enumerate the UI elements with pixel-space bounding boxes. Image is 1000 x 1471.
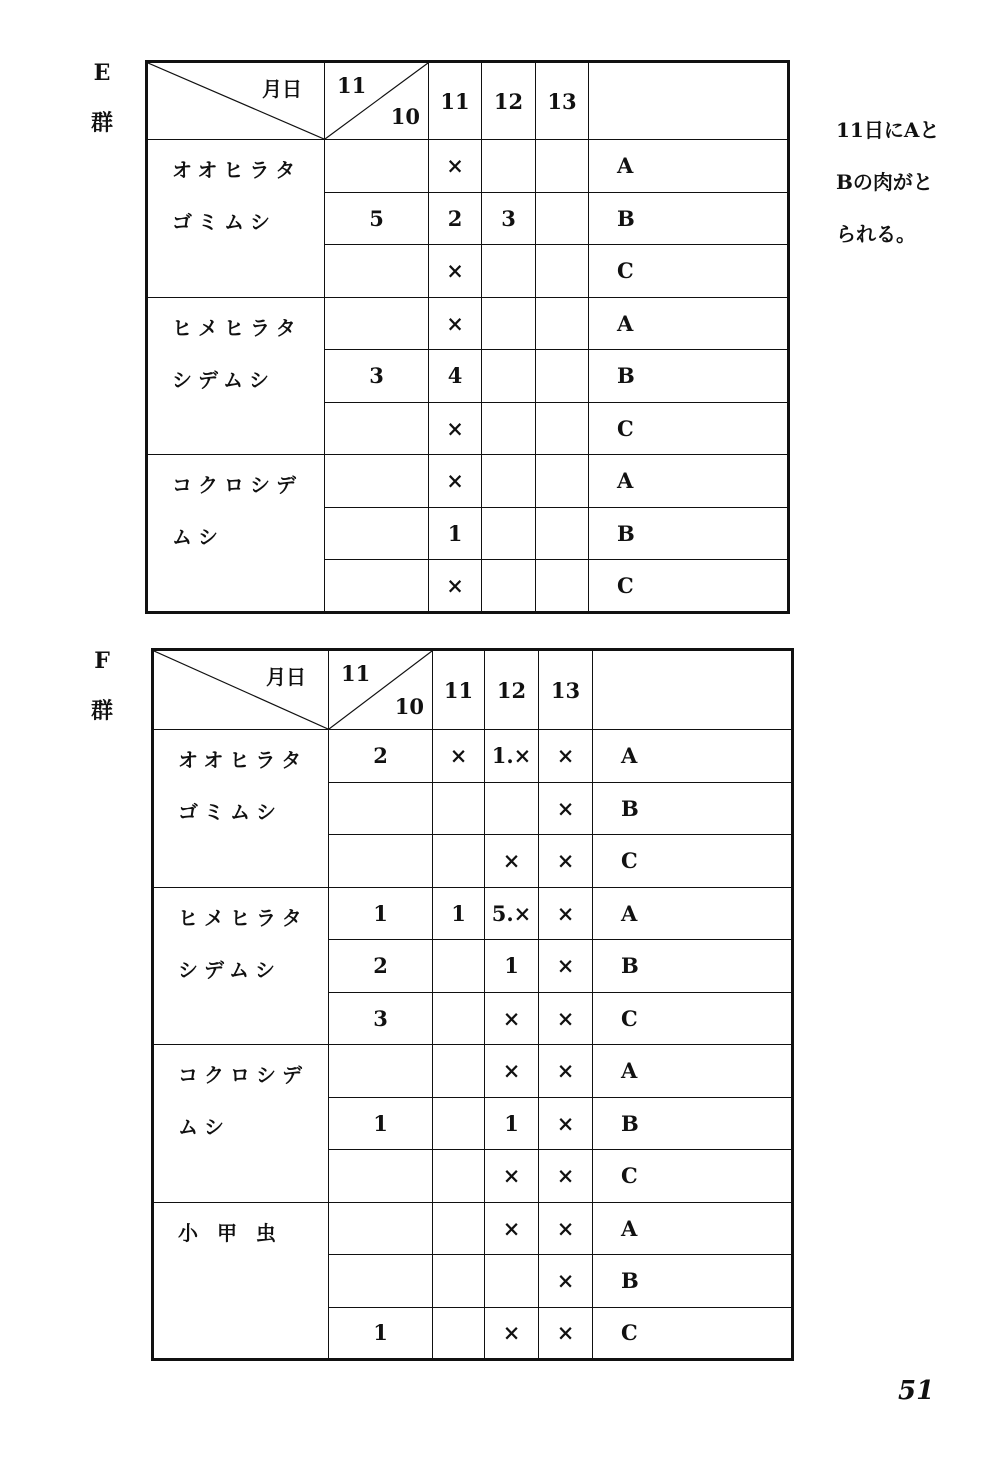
count-cell	[325, 140, 429, 193]
species-name-line: ムシ	[178, 1115, 230, 1139]
species-name-line: コクロシデ	[172, 473, 302, 497]
day-header-cell: 11	[429, 62, 482, 140]
count-cell	[433, 940, 485, 993]
sample-code-cell: C	[593, 1307, 793, 1360]
count-cell	[325, 245, 429, 298]
count-cell	[536, 297, 589, 350]
group-e-table	[145, 60, 790, 614]
count-cell: ×	[539, 782, 593, 835]
count-cell: ×	[539, 835, 593, 888]
sample-code-cell: B	[593, 782, 793, 835]
date-split-header-cell	[329, 650, 433, 730]
count-cell: ×	[433, 730, 485, 783]
count-cell	[482, 455, 536, 508]
count-cell	[482, 297, 536, 350]
species-name-line: 小 甲 虫	[178, 1220, 282, 1245]
count-cell	[325, 297, 429, 350]
count-cell: ×	[539, 887, 593, 940]
page-number: 51	[898, 1376, 935, 1406]
count-cell: ×	[429, 455, 482, 508]
count-cell	[329, 782, 433, 835]
count-cell: 1	[433, 887, 485, 940]
side-note-line: 11日にAと	[836, 118, 940, 142]
corner-header-cell	[147, 62, 325, 140]
day-header-cell: 13	[539, 650, 593, 730]
sample-code-cell: A	[589, 297, 789, 350]
sample-code-cell: B	[593, 1097, 793, 1150]
date-bottom-label: 10	[390, 104, 420, 129]
count-cell	[482, 245, 536, 298]
sample-code-cell: B	[593, 1255, 793, 1308]
date-top-label: 11	[337, 73, 367, 98]
day-header-cell: 13	[536, 62, 589, 140]
species-name-line: シデムシ	[172, 367, 275, 392]
count-cell: ×	[539, 992, 593, 1045]
side-note-line: られる。	[836, 222, 916, 246]
count-cell: ×	[485, 1202, 539, 1255]
date-split-header-cell	[325, 62, 429, 140]
count-cell: ×	[485, 1307, 539, 1360]
code-header-cell	[593, 650, 793, 730]
side-note-line: Bの肉がと	[836, 170, 933, 194]
count-cell: 1.×	[485, 730, 539, 783]
table-row	[153, 1202, 793, 1255]
count-cell	[433, 1150, 485, 1203]
count-cell	[329, 1045, 433, 1098]
date-bottom-label: 10	[394, 694, 424, 719]
count-cell: 1	[329, 1097, 433, 1150]
count-cell	[325, 507, 429, 560]
count-cell	[536, 350, 589, 403]
count-cell: 1	[329, 1307, 433, 1360]
day-header-cell: 11	[433, 650, 485, 730]
sample-code-cell: A	[593, 730, 793, 783]
species-name-line: コクロシデ	[178, 1063, 308, 1087]
count-cell	[482, 507, 536, 560]
count-cell: 3	[329, 992, 433, 1045]
count-cell	[482, 560, 536, 613]
count-cell: ×	[429, 140, 482, 193]
species-name-line: オオヒラタ	[178, 748, 308, 772]
count-cell: 2	[429, 192, 482, 245]
code-header-cell	[589, 62, 789, 140]
count-cell	[329, 1202, 433, 1255]
sample-code-cell: C	[589, 245, 789, 298]
count-cell: ×	[539, 1097, 593, 1150]
table-row	[153, 887, 793, 940]
count-cell	[536, 140, 589, 193]
count-cell: ×	[429, 245, 482, 298]
group-e-letter: E	[93, 60, 111, 86]
count-cell	[485, 782, 539, 835]
species-name-line: ゴミムシ	[172, 210, 276, 234]
sample-code-cell: B	[589, 192, 789, 245]
sample-code-cell: C	[593, 1150, 793, 1203]
count-cell: ×	[539, 940, 593, 993]
count-cell	[433, 1255, 485, 1308]
species-name-line: ヒメヒラタ	[172, 315, 302, 340]
count-cell: 1	[485, 940, 539, 993]
species-name-cell	[153, 1202, 329, 1360]
species-name-line: ヒメヒラタ	[178, 905, 308, 930]
sample-code-cell: C	[589, 402, 789, 455]
count-cell: ×	[485, 835, 539, 888]
count-cell: 3	[325, 350, 429, 403]
day-header-cell: 12	[482, 62, 536, 140]
count-cell	[433, 992, 485, 1045]
date-top-label: 11	[341, 661, 371, 686]
count-cell: ×	[485, 992, 539, 1045]
sample-code-cell: A	[589, 455, 789, 508]
sample-code-cell: C	[589, 560, 789, 613]
count-cell: ×	[539, 1307, 593, 1360]
species-name-line: ゴミムシ	[178, 800, 282, 824]
count-cell: 3	[482, 192, 536, 245]
corner-label: 月日	[266, 665, 306, 689]
group-e-label	[82, 48, 122, 148]
count-cell	[536, 192, 589, 245]
table-row	[147, 140, 789, 193]
count-cell	[433, 1307, 485, 1360]
sample-code-cell: B	[589, 350, 789, 403]
species-name-cell	[147, 297, 325, 455]
count-cell	[536, 402, 589, 455]
count-cell	[325, 560, 429, 613]
count-cell: ×	[485, 1150, 539, 1203]
day-header-cell: 12	[485, 650, 539, 730]
count-cell: 1	[329, 887, 433, 940]
count-cell	[482, 140, 536, 193]
table-row	[147, 297, 789, 350]
species-name-cell	[147, 140, 325, 298]
count-cell: ×	[539, 1255, 593, 1308]
count-cell	[482, 402, 536, 455]
count-cell: 1	[485, 1097, 539, 1150]
sample-code-cell: A	[593, 1202, 793, 1255]
count-cell	[329, 1150, 433, 1203]
species-name-cell	[153, 1045, 329, 1203]
group-f-table	[151, 648, 794, 1361]
count-cell	[536, 507, 589, 560]
sample-code-cell: A	[589, 140, 789, 193]
header-row	[153, 650, 793, 730]
count-cell: ×	[485, 1045, 539, 1098]
group-f-kanji: 群	[90, 698, 113, 724]
group-f-label	[82, 636, 122, 736]
count-cell	[433, 1097, 485, 1150]
count-cell	[536, 455, 589, 508]
count-cell	[536, 560, 589, 613]
table-row	[147, 455, 789, 508]
sample-code-cell: B	[589, 507, 789, 560]
count-cell: ×	[539, 1202, 593, 1255]
count-cell: ×	[539, 730, 593, 783]
count-cell: 1	[429, 507, 482, 560]
sample-code-cell: C	[593, 835, 793, 888]
count-cell	[433, 835, 485, 888]
count-cell	[329, 835, 433, 888]
count-cell: 5	[325, 192, 429, 245]
count-cell: ×	[539, 1045, 593, 1098]
count-cell	[485, 1255, 539, 1308]
species-name-line: ムシ	[172, 525, 224, 549]
count-cell: 2	[329, 730, 433, 783]
table-row	[153, 730, 793, 783]
group-e-kanji: 群	[90, 110, 113, 136]
count-cell: 4	[429, 350, 482, 403]
side-note	[836, 104, 939, 260]
count-cell: 5.×	[485, 887, 539, 940]
species-name-cell	[153, 730, 329, 888]
count-cell	[433, 1045, 485, 1098]
sample-code-cell: A	[593, 1045, 793, 1098]
sample-code-cell: C	[593, 992, 793, 1045]
group-f-letter: F	[94, 648, 110, 674]
count-cell: 2	[329, 940, 433, 993]
species-name-line: オオヒラタ	[172, 158, 302, 182]
count-cell	[329, 1255, 433, 1308]
count-cell: ×	[539, 1150, 593, 1203]
species-name-line: シデムシ	[178, 957, 281, 982]
sample-code-cell: B	[593, 940, 793, 993]
count-cell	[536, 245, 589, 298]
corner-label: 月日	[262, 77, 302, 101]
corner-header-cell	[153, 650, 329, 730]
count-cell	[482, 350, 536, 403]
species-name-cell	[147, 455, 325, 613]
count-cell	[433, 1202, 485, 1255]
table-row	[153, 1045, 793, 1098]
count-cell: ×	[429, 560, 482, 613]
count-cell	[325, 455, 429, 508]
species-name-cell	[153, 887, 329, 1045]
count-cell: ×	[429, 402, 482, 455]
count-cell	[433, 782, 485, 835]
sample-code-cell: A	[593, 887, 793, 940]
count-cell: ×	[429, 297, 482, 350]
header-row	[147, 62, 789, 140]
count-cell	[325, 402, 429, 455]
